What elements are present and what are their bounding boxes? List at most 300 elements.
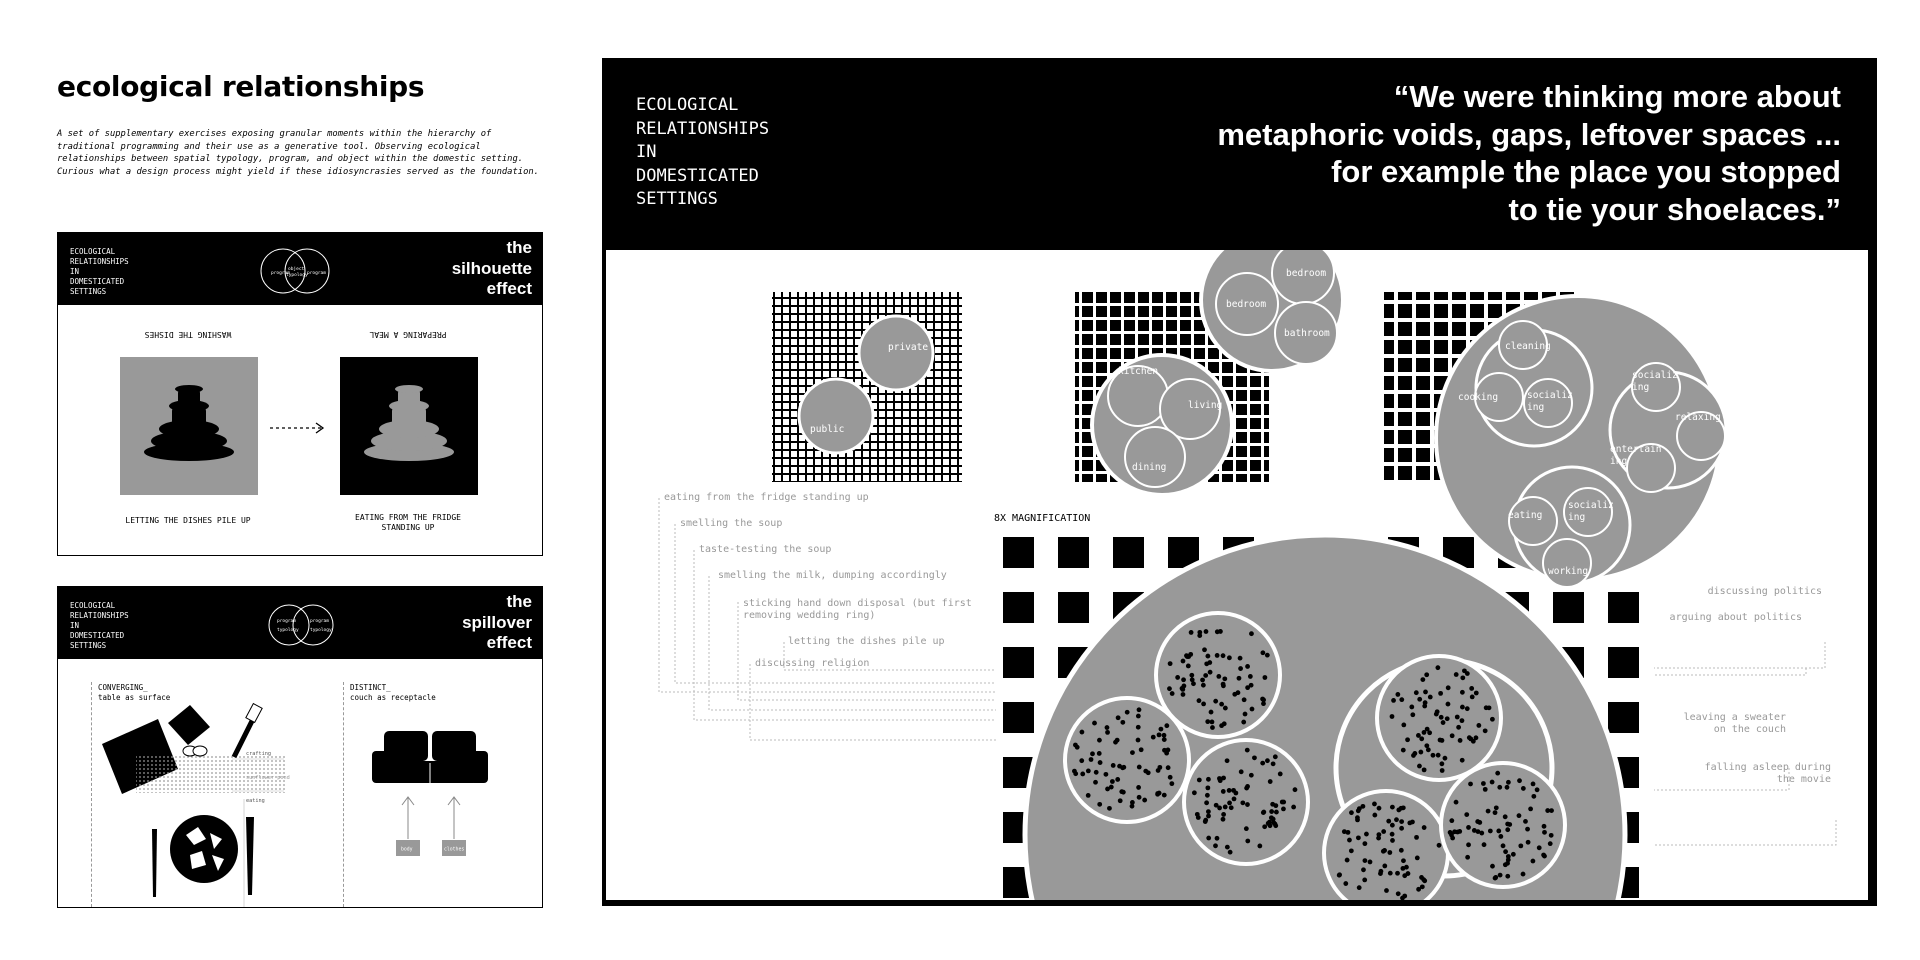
speckle-dot bbox=[1267, 820, 1272, 825]
speckle-dot bbox=[1399, 697, 1404, 702]
speckle-dot bbox=[1215, 629, 1220, 634]
speckle-dot bbox=[1531, 859, 1536, 864]
speckle-dot bbox=[1415, 856, 1420, 861]
annotation-left: letting the dishes pile up bbox=[788, 636, 945, 647]
grid-label: living bbox=[1188, 400, 1223, 411]
grid-label: dining bbox=[1132, 462, 1167, 473]
speckle-dot bbox=[1419, 736, 1424, 741]
speckle-dot bbox=[1437, 843, 1442, 848]
speckle-dot bbox=[1225, 758, 1230, 763]
speckle-dot bbox=[1136, 725, 1141, 730]
speckle-dot bbox=[1438, 738, 1443, 743]
speckle-dot bbox=[1431, 753, 1436, 758]
speckle-dot bbox=[1109, 785, 1114, 790]
speckle-dot bbox=[1424, 672, 1429, 677]
speckle-dot bbox=[1488, 829, 1493, 834]
speckle-dot bbox=[1542, 830, 1547, 835]
grid-label: socializ ing bbox=[1527, 390, 1573, 413]
label-line: table as surface bbox=[98, 693, 171, 702]
speckle-dot bbox=[1280, 800, 1285, 805]
speckle-dot bbox=[1542, 824, 1547, 829]
speckle-dot bbox=[1162, 793, 1167, 798]
couch-box-label: clothes bbox=[444, 847, 465, 853]
speckle-dot bbox=[1089, 757, 1094, 762]
speckle-dot bbox=[1414, 690, 1419, 695]
speckle-dot bbox=[1242, 697, 1247, 702]
header-line: IN bbox=[636, 142, 657, 162]
speckle-dot bbox=[1205, 719, 1210, 724]
speckle-dot bbox=[1426, 747, 1431, 752]
speckle-dot bbox=[1115, 777, 1120, 782]
speckle-dot bbox=[1368, 860, 1373, 865]
speckle-dot bbox=[1245, 839, 1250, 844]
speckle-dot bbox=[1250, 707, 1255, 712]
speckle-dot bbox=[1469, 686, 1474, 691]
speckle-dot bbox=[1215, 836, 1220, 841]
speckle-dot bbox=[1197, 630, 1202, 635]
speckle-dot bbox=[1118, 798, 1123, 803]
speckle-dot bbox=[1136, 785, 1141, 790]
header-line: SETTINGS bbox=[70, 287, 107, 296]
speckle-dot bbox=[1460, 705, 1465, 710]
speckle-dot bbox=[1120, 720, 1125, 725]
caption-line: STANDING UP bbox=[381, 523, 435, 532]
speckle-dot bbox=[1111, 763, 1116, 768]
speckle-dot bbox=[1438, 691, 1443, 696]
speckle-dot bbox=[1402, 894, 1407, 899]
speckle-dot bbox=[1446, 702, 1451, 707]
speckle-dot bbox=[1477, 820, 1482, 825]
speckle-dot bbox=[1401, 858, 1406, 863]
annotation-right: discussing politics bbox=[1707, 586, 1822, 597]
speckle-dot bbox=[1395, 871, 1400, 876]
speckle-dot bbox=[1271, 761, 1276, 766]
speckle-dot bbox=[1542, 854, 1547, 859]
speckle-dot bbox=[1219, 702, 1224, 707]
speckle-dot bbox=[1189, 630, 1194, 635]
speckle-dot bbox=[1503, 814, 1508, 819]
speckle-dot bbox=[1409, 705, 1414, 710]
speckle-dot bbox=[1206, 814, 1211, 819]
annotation-left: sticking hand down disposal (but first removing wedding ring) bbox=[743, 598, 972, 621]
speckle-dot bbox=[1181, 677, 1186, 682]
speckle-dot bbox=[1498, 873, 1503, 878]
speckle-dot bbox=[1466, 842, 1471, 847]
header-line: SETTINGS bbox=[70, 641, 107, 650]
venn-label: object bbox=[288, 267, 305, 272]
eating-from-fridge-caption bbox=[328, 513, 488, 533]
speckle-dot bbox=[1549, 808, 1554, 813]
speckle-dot bbox=[1454, 672, 1459, 677]
speckle-dot bbox=[1092, 721, 1097, 726]
grid-label: socializ ing bbox=[1632, 370, 1678, 393]
speckle-dot bbox=[1452, 829, 1457, 834]
grid-label: private bbox=[888, 342, 929, 353]
speckle-dot bbox=[1213, 699, 1218, 704]
speckle-dot bbox=[1159, 727, 1164, 732]
speckle-dot bbox=[1526, 840, 1531, 845]
speckle-dot bbox=[1215, 653, 1220, 658]
speckle-dot bbox=[1162, 733, 1167, 738]
speckle-dot bbox=[1470, 694, 1475, 699]
speckle-dot bbox=[1384, 888, 1389, 893]
speckle-dot bbox=[1252, 755, 1257, 760]
header-line: RELATIONSHIPS bbox=[636, 118, 770, 139]
speckle-dot bbox=[1355, 815, 1360, 820]
grid-label: public bbox=[810, 424, 845, 435]
speckle-dot bbox=[1257, 844, 1262, 849]
distinct-label bbox=[350, 683, 436, 703]
speckle-dot bbox=[1535, 787, 1540, 792]
speckle-dot bbox=[1382, 864, 1387, 869]
speckle-dot bbox=[1166, 748, 1171, 753]
speckle-dot bbox=[1517, 778, 1522, 783]
speckle-dot bbox=[1115, 738, 1120, 743]
speckle-dot bbox=[1343, 881, 1348, 886]
speckle-dot bbox=[1457, 829, 1462, 834]
speckle-dot bbox=[1505, 861, 1510, 866]
panel-header bbox=[58, 233, 542, 305]
speckle-dot bbox=[1498, 834, 1503, 839]
speckle-dot bbox=[1248, 674, 1253, 679]
speckle-dot bbox=[1137, 707, 1142, 712]
speckle-dot bbox=[1190, 677, 1195, 682]
speckle-dot bbox=[1139, 747, 1144, 752]
speckle-dot bbox=[1388, 871, 1393, 876]
poster-white-area bbox=[606, 250, 1868, 900]
speckle-dot bbox=[1465, 671, 1470, 676]
header-lines bbox=[70, 601, 129, 651]
speckle-dot bbox=[1221, 789, 1226, 794]
speckle-dot bbox=[1528, 807, 1533, 812]
speckle-dot bbox=[1363, 858, 1368, 863]
speckle-dot bbox=[1268, 779, 1273, 784]
speckle-dot bbox=[1208, 670, 1213, 675]
speckle-dot bbox=[1072, 769, 1077, 774]
speckle-dot bbox=[1454, 800, 1459, 805]
annotation-left: smelling the milk, dumping accordingly bbox=[718, 570, 947, 581]
speckle-dot bbox=[1428, 695, 1433, 700]
quote-line: to tie your shoelaces.” bbox=[1508, 191, 1841, 227]
effect-title-line: spillover bbox=[462, 612, 532, 632]
table-tag: eating bbox=[246, 798, 265, 804]
speckle-dot bbox=[1496, 829, 1501, 834]
speckle-dot bbox=[1262, 824, 1267, 829]
speckle-dot bbox=[1164, 723, 1169, 728]
speckle-dot bbox=[1192, 790, 1197, 795]
speckle-dot bbox=[1182, 684, 1187, 689]
header-line: IN bbox=[70, 621, 80, 630]
effect-title-line: the bbox=[506, 238, 532, 257]
speckle-dot bbox=[1521, 786, 1526, 791]
speckle-dot bbox=[1237, 676, 1242, 681]
header-line: ECOLOGICAL bbox=[70, 601, 116, 610]
speckle-dot bbox=[1201, 683, 1206, 688]
speckle-dot bbox=[1460, 675, 1465, 680]
grid-label: eating bbox=[1508, 510, 1543, 521]
speckle-dot bbox=[1361, 804, 1366, 809]
header-line: DOMESTICATED bbox=[636, 165, 759, 186]
speckle-dot bbox=[1281, 806, 1286, 811]
speckle-dot bbox=[1094, 770, 1099, 775]
speckle-dot bbox=[1291, 805, 1296, 810]
header-line: DOMESTICATED bbox=[70, 631, 125, 640]
speckle-dot bbox=[1221, 682, 1226, 687]
venn-label: typology bbox=[310, 628, 332, 633]
speckle-dot bbox=[1117, 764, 1122, 769]
header-line: ECOLOGICAL bbox=[70, 247, 116, 256]
speckle-dot bbox=[1390, 838, 1395, 843]
couch-illustration bbox=[370, 727, 510, 877]
speckle-dot bbox=[1225, 845, 1230, 850]
speckle-dot bbox=[1142, 798, 1147, 803]
speckle-dot bbox=[1450, 836, 1455, 841]
speckle-dot bbox=[1238, 656, 1243, 661]
speckle-dot bbox=[1411, 753, 1416, 758]
speckle-dot bbox=[1435, 709, 1440, 714]
speckle-dot bbox=[1346, 830, 1351, 835]
speckle-dot bbox=[1105, 725, 1110, 730]
speckle-dot bbox=[1137, 795, 1142, 800]
annotation-left: smelling the soup bbox=[680, 518, 783, 529]
speckle-dot bbox=[1201, 701, 1206, 706]
dish-pile-black-image bbox=[340, 357, 480, 497]
speckle-dot bbox=[1181, 692, 1186, 697]
speckle-dot bbox=[1116, 715, 1121, 720]
speckle-dot bbox=[1204, 661, 1209, 666]
speckle-dot bbox=[1086, 769, 1091, 774]
speckle-dot bbox=[1423, 700, 1428, 705]
speckle-dot bbox=[1079, 758, 1084, 763]
grid-label: cooking bbox=[1458, 392, 1499, 403]
speckle-dot bbox=[1357, 885, 1362, 890]
speckle-dot bbox=[1531, 794, 1536, 799]
speckle-dot bbox=[1110, 779, 1115, 784]
grid-label: bedroom bbox=[1226, 299, 1267, 310]
speckle-dot bbox=[1119, 789, 1124, 794]
speckle-dot bbox=[1420, 677, 1425, 682]
speckle-dot bbox=[1450, 733, 1455, 738]
speckle-dot bbox=[1098, 760, 1103, 765]
speckle-dot bbox=[1166, 765, 1171, 770]
speckle-dot bbox=[1232, 692, 1237, 697]
speckle-dot bbox=[1210, 725, 1215, 730]
speckle-dot bbox=[1476, 829, 1481, 834]
speckle-dot bbox=[1458, 738, 1463, 743]
speckle-dot bbox=[1168, 661, 1173, 666]
speckle-dot bbox=[1073, 743, 1078, 748]
grid-label: working bbox=[1548, 566, 1589, 577]
speckle-dot bbox=[1151, 735, 1156, 740]
poster-header-lines bbox=[636, 94, 769, 212]
speckle-dot bbox=[1465, 855, 1470, 860]
grid-label: cleaning bbox=[1505, 341, 1551, 352]
speckle-dot bbox=[1476, 723, 1481, 728]
speckle-dot bbox=[1390, 832, 1395, 837]
speckle-dot bbox=[1203, 819, 1208, 824]
fine-grid bbox=[772, 292, 962, 482]
speckle-dot bbox=[1362, 841, 1367, 846]
speckle-dot bbox=[1223, 805, 1228, 810]
speckle-dot bbox=[1137, 765, 1142, 770]
speckle-dot bbox=[1537, 845, 1542, 850]
speckle-dot bbox=[1261, 810, 1266, 815]
speckle-dot bbox=[1424, 743, 1429, 748]
speckle-dot bbox=[1474, 691, 1479, 696]
header-line: RELATIONSHIPS bbox=[70, 257, 129, 266]
speckle-dot bbox=[1525, 827, 1530, 832]
speckle-dot bbox=[1490, 717, 1495, 722]
header-lines bbox=[70, 247, 129, 297]
speckle-dot bbox=[1209, 710, 1214, 715]
header-line: DOMESTICATED bbox=[70, 277, 125, 286]
speckle-dot bbox=[1093, 780, 1098, 785]
speckle-dot bbox=[1097, 751, 1102, 756]
speckle-dot bbox=[1402, 873, 1407, 878]
speckle-dot bbox=[1227, 788, 1232, 793]
speckle-dot bbox=[1233, 791, 1238, 796]
speckle-dot bbox=[1181, 659, 1186, 664]
speckle-dot bbox=[1232, 796, 1237, 801]
speckle-dot bbox=[1097, 802, 1102, 807]
speckle-dot bbox=[1494, 805, 1499, 810]
speckle-dot bbox=[1490, 780, 1495, 785]
annotation-left: taste-testing the soup bbox=[699, 544, 832, 555]
speckle-dot bbox=[1482, 842, 1487, 847]
speckle-dot bbox=[1378, 871, 1383, 876]
grid-label: bedroom bbox=[1286, 268, 1327, 279]
table-tag: crafting bbox=[246, 751, 271, 757]
venn-diagram bbox=[255, 246, 335, 296]
dashed-divider bbox=[343, 682, 344, 907]
grid-label: socializ ing bbox=[1568, 500, 1614, 523]
speckle-dot bbox=[1448, 830, 1453, 835]
header-line: ECOLOGICAL bbox=[636, 95, 739, 115]
speckle-dot bbox=[1401, 722, 1406, 727]
speckle-dot bbox=[1422, 730, 1427, 735]
speckle-dot bbox=[1274, 810, 1279, 815]
speckle-dot bbox=[1249, 773, 1254, 778]
speckle-dot bbox=[1460, 758, 1465, 763]
speckle-dot bbox=[1216, 674, 1221, 679]
quote-line: metaphoric voids, gaps, leftover spaces ... bbox=[1217, 116, 1841, 152]
speckle-dot bbox=[1407, 820, 1412, 825]
label-line: CONVERGING_ bbox=[98, 683, 148, 692]
speckle-dot bbox=[1349, 810, 1354, 815]
speckle-dot bbox=[1273, 754, 1278, 759]
speckle-dot bbox=[1376, 832, 1381, 837]
speckle-dot bbox=[1245, 802, 1250, 807]
speckle-dot bbox=[1130, 800, 1135, 805]
speckle-dot bbox=[1481, 781, 1486, 786]
intro-paragraph: A set of supplementary exercises exposing granular moments within the hierarchy of traditional programming and their use as a generative tool. Observing ecological relationships between spatial typology, program, and object within the domestic setting. Curious what a design process might yield if these idiosyncrasies served as the foundation. bbox=[57, 129, 539, 177]
speckle-dot bbox=[1487, 705, 1492, 710]
speckle-dot bbox=[1497, 785, 1502, 790]
speckle-dot bbox=[1186, 664, 1191, 669]
dishes-pile-up-caption: LETTING THE DISHES PILE UP bbox=[125, 516, 251, 525]
speckle-dot bbox=[1260, 650, 1265, 655]
venn-label: typology bbox=[286, 273, 308, 278]
magnification-label: 8X MAGNIFICATION bbox=[994, 513, 1091, 524]
speckle-dot bbox=[1227, 655, 1232, 660]
speckle-dot bbox=[1460, 718, 1465, 723]
speckle-dot bbox=[1531, 781, 1536, 786]
speckle-dot bbox=[1493, 876, 1498, 881]
speckle-dot bbox=[1080, 772, 1085, 777]
speckle-dot bbox=[1245, 664, 1250, 669]
speckle-dot bbox=[1390, 714, 1395, 719]
speckle-dot bbox=[1170, 691, 1175, 696]
speckle-dot bbox=[1175, 675, 1180, 680]
caption-line: EATING FROM THE FRIDGE bbox=[355, 513, 461, 522]
silhouette-effect-panel bbox=[57, 232, 543, 556]
speckle-dot bbox=[1503, 849, 1508, 854]
speckle-dot bbox=[1445, 716, 1450, 721]
effect-title-line: effect bbox=[486, 633, 532, 652]
speckle-dot bbox=[1399, 819, 1404, 824]
table-surface-illustration bbox=[94, 699, 334, 908]
speckle-dot bbox=[1441, 720, 1446, 725]
dashed-divider bbox=[91, 682, 92, 907]
speckle-dot bbox=[1205, 793, 1210, 798]
speckle-dot bbox=[1293, 787, 1298, 792]
speckle-dot bbox=[1245, 784, 1250, 789]
speckle-dot bbox=[1240, 800, 1245, 805]
dish-pile-gray-image bbox=[120, 357, 260, 497]
speckle-dot bbox=[1372, 802, 1377, 807]
speckle-dot bbox=[1443, 756, 1448, 761]
speckle-dot bbox=[1505, 827, 1510, 832]
venn-label: typology bbox=[277, 628, 299, 633]
header-line: SETTINGS bbox=[636, 189, 718, 209]
effect-title-line: effect bbox=[486, 279, 532, 298]
arrow-right-icon bbox=[268, 421, 328, 435]
speckle-dot bbox=[1506, 780, 1511, 785]
speckle-dot bbox=[1241, 720, 1246, 725]
main-poster-panel bbox=[602, 58, 1877, 906]
effect-title-line: the bbox=[506, 592, 532, 611]
speckle-dot bbox=[1204, 629, 1209, 634]
speckle-dot bbox=[1396, 808, 1401, 813]
speckle-dot bbox=[1265, 653, 1270, 658]
annotation-left: eating from the fridge standing up bbox=[664, 492, 869, 503]
speckle-dot bbox=[1356, 808, 1361, 813]
preparing-meal-caption: PREPARING A MEAL bbox=[369, 330, 447, 339]
label-line: DISTINCT_ bbox=[350, 683, 391, 692]
speckle-dot bbox=[1521, 872, 1526, 877]
speckle-dot bbox=[1239, 769, 1244, 774]
speckle-dot bbox=[1086, 793, 1091, 798]
speckle-dot bbox=[1090, 751, 1095, 756]
speckle-dot bbox=[1345, 858, 1350, 863]
speckle-dot bbox=[1184, 653, 1189, 658]
page-title: ecological relationships bbox=[57, 70, 425, 103]
speckle-dot bbox=[1157, 765, 1162, 770]
speckle-dot bbox=[1203, 673, 1208, 678]
speckle-dot bbox=[1436, 753, 1441, 758]
speckle-dot bbox=[1377, 806, 1382, 811]
speckle-dot bbox=[1386, 819, 1391, 824]
speckle-dot bbox=[1362, 878, 1367, 883]
speckle-dot bbox=[1136, 714, 1141, 719]
speckle-dot bbox=[1440, 768, 1445, 773]
speckle-dot bbox=[1399, 848, 1404, 853]
quote-line: for example the place you stopped bbox=[1331, 154, 1841, 189]
speckle-dot bbox=[1511, 852, 1516, 857]
annotation-right: falling asleep during the movie bbox=[1704, 762, 1831, 785]
speckle-dot bbox=[1394, 817, 1399, 822]
speckle-dot bbox=[1130, 750, 1135, 755]
